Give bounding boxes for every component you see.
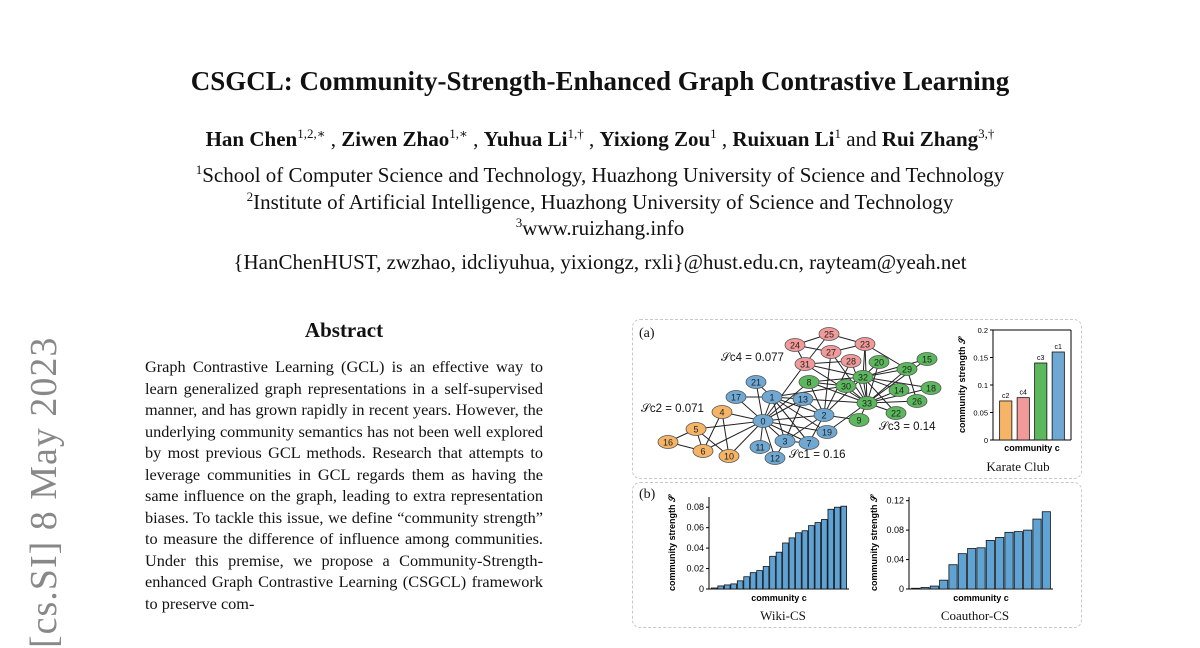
y-tick-label: 0 — [698, 584, 704, 594]
graph-node-16 — [658, 436, 678, 449]
graph-node-4 — [712, 406, 732, 419]
bar — [958, 554, 966, 589]
author-2: Ziwen Zhao$^{1,∗}$ — [341, 126, 468, 151]
graph-node-12 — [765, 452, 785, 465]
graph-node-label: 5 — [693, 424, 699, 435]
paper-title: CSGCL: Community-Strength-Enhanced Graph Contrastive Learning — [190, 66, 1010, 96]
graph-node-6 — [693, 445, 713, 458]
bar — [968, 549, 976, 589]
graph-node-2 — [814, 409, 834, 422]
y-tick-label: 0.15 — [973, 353, 988, 363]
author-1: Han Chen$^{1,2,∗}$ — [205, 126, 326, 151]
community-strength-annotation: 𝒮c2 = 0.071 — [641, 403, 704, 415]
bar — [1033, 519, 1041, 589]
graph-node-label: 12 — [769, 453, 781, 464]
graph-node-21 — [746, 376, 766, 389]
bar — [776, 552, 782, 589]
bar — [828, 509, 834, 589]
panel-b-label: (b) — [639, 487, 656, 502]
graph-node-label: 7 — [806, 438, 812, 449]
x-axis-label: community c — [751, 593, 807, 603]
bar — [809, 526, 815, 589]
graph-node-18 — [921, 382, 941, 395]
graph-node-label: 29 — [901, 364, 913, 375]
graph-node-0 — [753, 415, 773, 428]
graph-node-28 — [841, 355, 861, 368]
graph-node-9 — [849, 414, 869, 427]
wikics-bar-chart — [667, 487, 853, 609]
author-6: Rui Zhang$^{3,\dagger}$ — [881, 126, 995, 151]
bar — [763, 567, 769, 589]
bar — [796, 533, 802, 589]
graph-node-label: 8 — [806, 377, 812, 388]
bar — [986, 540, 994, 589]
y-tick-label: 0.06 — [686, 522, 704, 533]
graph-node-label: 15 — [921, 354, 933, 365]
graph-node-label: 22 — [890, 408, 902, 419]
graph-node-33 — [857, 397, 877, 410]
abstract-text: Graph Contrastive Learning (GCL) is an effective way to learn generalized graph representations in a self-supervised manner, and has grown rapidly in recent years. However, the underlying community semantics has not been well explored by most previous GCL methods. Research that attempts to leverage communities in GCL regards them as having the same influence on the graph, leading to extra representation biases. To tackle this issue, we define “community strength” to measure the difference of influence among communities. Under this premise, we propose a Community-Strength-enhanced Graph Contrastive Learning (CSGCL) framework to preserve com- — [145, 357, 543, 613]
graph-node-label: 4 — [719, 407, 725, 418]
graph-node-label: 1 — [769, 392, 775, 403]
y-tick-label: 0.05 — [973, 408, 988, 418]
y-tick-label: 0 — [898, 584, 904, 594]
bar — [802, 531, 808, 589]
graph-node-label: 6 — [700, 446, 706, 457]
graph-node-label: 2 — [821, 410, 827, 421]
bar — [949, 565, 957, 589]
graph-node-label: 9 — [856, 415, 862, 426]
graph-node-17 — [726, 391, 746, 404]
bar — [930, 586, 938, 589]
y-tick-label: 0.02 — [686, 563, 704, 574]
author-emails: {HanChenHUST, zwzhao, idcliyuhua, yixiongz, rxli}@hust.edu.cn, rayteam@yeah.net — [233, 250, 967, 274]
graph-node-label: 3 — [782, 436, 788, 447]
graph-node-27 — [821, 346, 841, 359]
affiliation-1: $^1$School of Computer Science and Technology, Huazhong University of Science and Technology — [195, 162, 1005, 187]
graph-node-label: 20 — [873, 357, 885, 368]
bar — [977, 548, 985, 589]
bar — [1005, 532, 1013, 589]
bar — [834, 507, 840, 589]
community-strength-annotation: 𝒮c1 = 0.16 — [789, 449, 846, 461]
x-axis-label: community c — [1004, 443, 1060, 453]
bar — [783, 543, 789, 589]
x-axis-label: community c — [953, 593, 1009, 603]
graph-node-label: 14 — [893, 385, 905, 396]
affiliation-2: $^2$Institute of Artificial Intelligence, Huazhong University of Science and Technology — [246, 189, 954, 214]
graph-node-1 — [762, 391, 782, 404]
y-axis-label: community strength 𝒮 — [957, 337, 967, 433]
graph-node-label: 25 — [823, 329, 835, 340]
graph-node-label: 33 — [861, 398, 873, 409]
karate-graph — [633, 320, 953, 476]
graph-node-26 — [907, 395, 927, 408]
bar — [744, 577, 750, 589]
coauthorcs-chart-title: Coauthor-CS — [940, 608, 1010, 623]
bar — [1052, 352, 1064, 440]
graph-node-label: 16 — [662, 437, 674, 448]
graph-node-13 — [793, 393, 813, 406]
bar — [711, 588, 717, 589]
bar — [1017, 398, 1029, 440]
wikics-chart-title: Wiki-CS — [760, 608, 806, 623]
arxiv-stamp: [cs.SI] 8 May 2023 — [23, 336, 65, 648]
y-tick-label: 0.1 — [977, 381, 988, 390]
bar — [815, 523, 821, 589]
graph-node-label: 0 — [760, 416, 766, 427]
bar-label: c1 — [1054, 344, 1062, 351]
graph-node-label: 23 — [859, 339, 871, 350]
coauthorcs-bar-chart — [869, 487, 1059, 609]
graph-node-11 — [750, 441, 770, 454]
graph-node-label: 30 — [840, 381, 852, 392]
y-tick-label: 0.12 — [886, 495, 904, 506]
bar — [724, 585, 730, 589]
graph-node-label: 19 — [821, 427, 833, 438]
bar — [1000, 401, 1012, 440]
karate-chart-title: Karate Club — [986, 459, 1050, 474]
bar-label: c4 — [1019, 389, 1027, 397]
bar — [940, 580, 948, 589]
affiliation-3: $^3$www.ruizhang.info — [515, 215, 685, 240]
graph-node-label: 10 — [723, 451, 735, 462]
graph-node-31 — [795, 358, 815, 371]
figure-panel-a — [632, 319, 1082, 479]
bar-label: c3 — [1037, 355, 1045, 362]
graph-node-29 — [897, 363, 917, 376]
y-tick-label: 0.04 — [686, 543, 704, 554]
bar — [789, 538, 795, 589]
graph-node-3 — [775, 435, 795, 448]
bar — [1035, 363, 1047, 440]
y-axis-label: community strength 𝒮 — [869, 495, 879, 591]
y-tick-label: 0.08 — [686, 502, 704, 513]
graph-node-label: 26 — [911, 396, 923, 407]
y-tick-label: 0.2 — [977, 326, 988, 335]
bar — [1014, 532, 1022, 589]
karate-bar-chart — [953, 320, 1079, 462]
graph-node-30 — [836, 380, 856, 393]
author-4: Yixiong Zou$^1$ — [599, 126, 717, 151]
bar — [1024, 530, 1032, 589]
graph-node-5 — [686, 423, 706, 436]
community-strength-annotation: 𝒮c4 = 0.077 — [721, 352, 784, 364]
graph-node-24 — [785, 339, 805, 352]
figure-panel-b — [632, 482, 1082, 628]
graph-node-label: 17 — [730, 392, 742, 403]
graph-node-15 — [917, 353, 937, 366]
bar — [731, 584, 737, 589]
graph-node-label: 27 — [825, 347, 837, 358]
bar — [841, 506, 847, 589]
graph-node-label: 13 — [797, 394, 809, 405]
graph-node-14 — [889, 384, 909, 397]
bar — [912, 588, 920, 589]
bar — [1042, 512, 1050, 589]
graph-node-label: 11 — [755, 442, 765, 453]
graph-node-19 — [817, 426, 837, 439]
y-tick-label: 0.04 — [886, 554, 904, 565]
bar-label: c2 — [1002, 392, 1010, 400]
abstract-heading: Abstract — [304, 318, 384, 342]
graph-node-7 — [799, 437, 819, 450]
y-tick-label: 0 — [983, 436, 988, 445]
graph-node-20 — [869, 356, 889, 369]
author-and: and — [841, 127, 882, 151]
graph-node-22 — [886, 407, 906, 420]
graph-node-10 — [719, 450, 739, 463]
bar — [770, 556, 776, 589]
bar — [921, 588, 929, 589]
graph-node-23 — [855, 338, 875, 351]
bar — [996, 537, 1004, 589]
author-3: Yuhua $Li^{1,\dagger}$ — [483, 126, 584, 151]
bar — [821, 519, 827, 589]
graph-node-label: 32 — [857, 372, 869, 383]
graph-node-label: 28 — [845, 356, 857, 367]
y-axis-label: community strength 𝒮 — [667, 495, 677, 591]
graph-node-32 — [853, 371, 873, 384]
bar — [750, 573, 756, 589]
bar — [757, 571, 763, 589]
bar — [737, 581, 743, 589]
graph-node-label: 18 — [925, 383, 937, 394]
bar — [718, 586, 724, 589]
graph-node-label: 24 — [789, 340, 801, 351]
author-5: Ruixuan Li$^1$ — [732, 126, 842, 151]
panel-a-label: (a) — [639, 326, 655, 341]
graph-node-25 — [819, 328, 839, 341]
y-tick-label: 0.08 — [886, 525, 904, 536]
community-strength-annotation: 𝒮c3 = 0.14 — [879, 421, 936, 433]
graph-node-label: 31 — [799, 359, 811, 370]
graph-node-label: 21 — [750, 377, 762, 388]
graph-node-8 — [799, 376, 819, 389]
author-list: Han Chen$^{1,2,∗}$ , Ziwen Zhao$^{1,∗}$ , Yuhua $Li^{1,\dagger}$ , Yixiong Zou$^1$ , Ruixuan Li$^1$ and Rui Zhang$^{3,\dagger}$ — [205, 126, 995, 151]
